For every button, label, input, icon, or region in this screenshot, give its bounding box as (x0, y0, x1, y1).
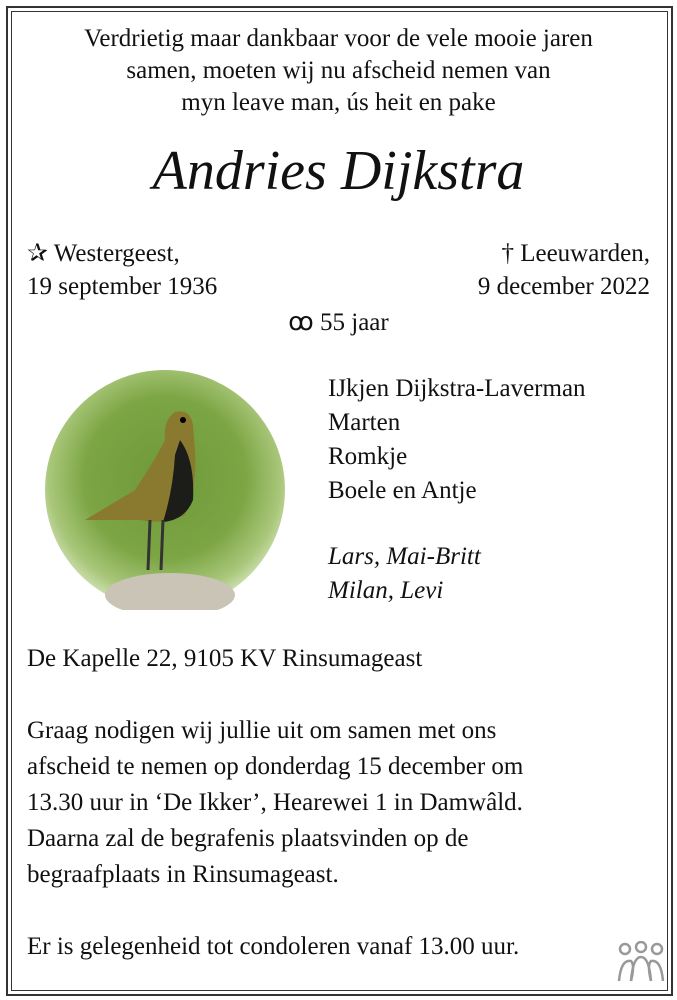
grandchildren: Milan, Levi (328, 577, 444, 604)
invitation-line: Daarna zal de begrafenis plaatsvinden op de (27, 825, 469, 852)
star-icon: ✰ (27, 240, 48, 267)
invitation-line: begraafplaats in Rinsumageast. (27, 861, 339, 888)
invitation-line: Graag nodigen wij jullie uit om samen met ons (27, 717, 497, 744)
birth-place-text: Westergeest, (53, 240, 180, 267)
death-place-text: Leeuwarden, (520, 240, 650, 267)
intro-line: samen, moeten wij nu afscheid nemen van (126, 57, 551, 84)
family-member: Marten (328, 409, 401, 436)
death-place (501, 238, 650, 270)
people-icon (617, 941, 665, 985)
marriage-text: 55 jaar (320, 309, 389, 336)
birth-date: 19 september 1936 (27, 273, 218, 300)
family-member: Boele en Antje (328, 477, 477, 504)
family-member: Romkje (328, 443, 408, 470)
grandchildren: Lars, Mai-Britt (328, 543, 481, 570)
invitation-line: afscheid te nemen op donderdag 15 december om (27, 753, 524, 780)
deceased-name: Andries Dijkstra (152, 140, 525, 202)
cross-icon: † (501, 240, 514, 267)
death-date: 9 december 2022 (477, 273, 650, 300)
intro-line: myn leave man, ús heit en pake (181, 89, 496, 116)
family-member: IJkjen Dijkstra-Laverman (328, 375, 586, 402)
rings-icon: ꝏ (288, 309, 314, 336)
address: De Kapelle 22, 9105 KV Rinsumageast (27, 645, 423, 672)
bird-photo (45, 370, 285, 610)
invitation-line: 13.30 uur in ‘De Ikker’, Hearewei 1 in Damwâld. (27, 789, 523, 816)
marriage-duration (0, 307, 677, 339)
plover-bird-illustration (45, 370, 285, 610)
birth-place (27, 238, 180, 270)
intro-line: Verdrietig maar dankbaar voor de vele mooie jaren (84, 25, 593, 52)
condolence-note: Er is gelegenheid tot condoleren vanaf 13.00 uur. (27, 933, 520, 960)
